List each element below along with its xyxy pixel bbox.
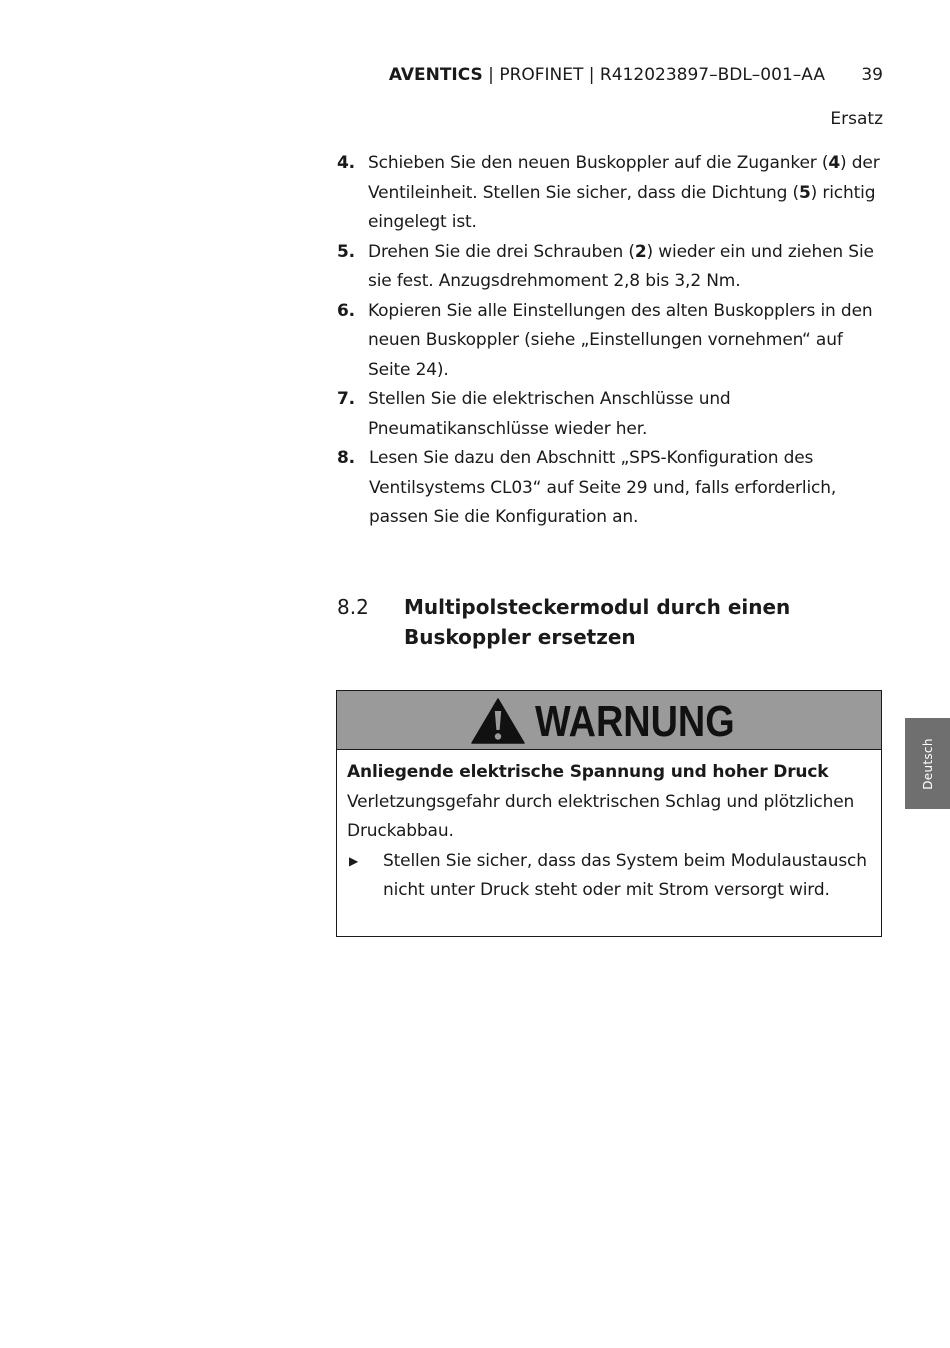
- bullet-arrow-icon: ▶: [349, 853, 359, 868]
- header-doc-id: | PROFINET | R412023897–BDL–001–AA: [482, 65, 825, 85]
- step-number: 5.: [337, 241, 355, 262]
- page-header: [330, 62, 883, 88]
- step-text: Schieben Sie den neuen Buskoppler auf die Zuganker (4) der Ventileinheit. Stellen Sie sicher, dass die Dichtung (5) richtig eingelegt ist.: [368, 153, 880, 232]
- step-text: Lesen Sie dazu den Abschnitt „SPS-Konfiguration des Ventilsystems CL03“ auf Seite 29 und, falls erforderlich, passen Sie die Konfiguration an.: [369, 448, 837, 527]
- warning-body: [337, 750, 881, 906]
- step-item: [337, 444, 889, 533]
- warning-heading: Anliegende elektrische Spannung und hoher Druck: [347, 762, 829, 782]
- warning-triangle-icon: [471, 698, 525, 744]
- language-tab: [905, 718, 950, 809]
- section-title: Multipolsteckermodul durch einen Buskoppler ersetzen: [404, 595, 791, 649]
- warning-signal-word: WARNUNG: [534, 697, 735, 746]
- step-text: Kopieren Sie alle Einstellungen des alten Buskopplers in den neuen Buskoppler (siehe „Einstellungen vornehmen“ auf Seite 24).: [368, 300, 873, 380]
- warning-action: [347, 847, 871, 906]
- header-doc-info: [389, 62, 825, 88]
- step-text: Stellen Sie die elektrischen Anschlüsse und Pneumatikanschlüsse wieder her.: [368, 389, 731, 439]
- step-item: [337, 149, 889, 238]
- step-number: 6.: [337, 300, 355, 321]
- warning-action-text: Stellen Sie sicher, dass das System beim Modulaustausch nicht unter Druck steht oder mit Strom versorgt wird.: [383, 850, 867, 900]
- step-number: 4.: [337, 153, 355, 173]
- step-number: 7.: [337, 389, 355, 409]
- step-list: [337, 149, 889, 533]
- warning-box: [336, 690, 882, 937]
- section-heading: [337, 593, 883, 652]
- chapter-label: Ersatz: [830, 109, 883, 129]
- header-brand: AVENTICS: [388, 65, 483, 85]
- step-number: 8.: [337, 448, 355, 468]
- step-item: [337, 238, 889, 297]
- step-item: [337, 385, 889, 444]
- section-number: 8.2: [337, 595, 369, 619]
- step-text: Drehen Sie die drei Schrauben (2) wieder ein und ziehen Sie sie fest. Anzugsdrehmoment 2,8 bis 3,2 Nm.: [368, 241, 874, 291]
- language-tab-label: Deutsch: [920, 737, 935, 790]
- step-item: [337, 297, 889, 386]
- warning-header: [337, 691, 881, 750]
- warning-description: Verletzungsgefahr durch elektrischen Schlag und plötzlichen Druckabbau.: [347, 791, 855, 841]
- page-number: 39: [861, 65, 883, 85]
